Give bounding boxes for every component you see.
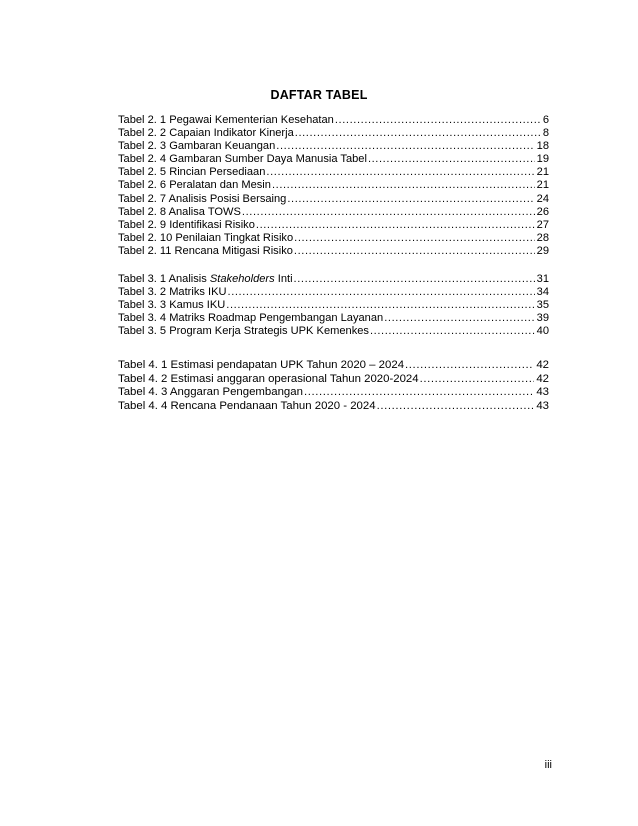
dot-leader — [287, 193, 534, 206]
toc-entry-label: Tabel 3. 2 Matriks IKU — [118, 286, 227, 299]
toc-entry[interactable] — [118, 114, 549, 127]
toc-group-chapter-3 — [118, 273, 549, 338]
dot-leader — [384, 312, 534, 325]
toc-entry-page: 21 — [536, 179, 549, 192]
dot-leader — [368, 153, 535, 166]
toc-entry-page: 24 — [536, 192, 549, 205]
toc-entry[interactable] — [118, 299, 549, 312]
toc-entry-page: 19 — [536, 153, 549, 166]
dot-leader — [304, 386, 534, 400]
toc-entry-label: Tabel 2. 9 Identifikasi Risiko — [118, 218, 255, 231]
toc-entry-label: Tabel 2. 3 Gambaran Keuangan — [118, 140, 276, 153]
dot-leader — [377, 400, 535, 414]
toc-entry-label: Tabel 2. 8 Analisa TOWS — [118, 205, 241, 218]
toc-entry-label-prefix: Tabel 3. 1 Analisis — [118, 273, 210, 285]
toc-entry[interactable] — [118, 140, 549, 153]
toc-entry[interactable] — [118, 153, 549, 166]
toc-entry[interactable] — [118, 386, 549, 400]
toc-entry-label: Tabel 4. 3 Anggaran Pengembangan — [118, 386, 303, 398]
toc-entry-page: 35 — [536, 299, 549, 312]
toc-entry[interactable] — [118, 127, 549, 140]
dot-leader — [405, 359, 534, 373]
dot-leader — [226, 299, 534, 312]
page-title: DAFTAR TABEL — [270, 88, 368, 102]
toc-entry-label: Tabel 4. 2 Estimasi anggaran operasional Tahun 2020-2024 — [118, 372, 419, 385]
toc-entry[interactable] — [118, 400, 549, 414]
toc-entry[interactable] — [118, 312, 549, 325]
dot-leader — [242, 206, 535, 219]
toc-entry[interactable] — [118, 245, 549, 258]
dot-leader — [276, 140, 534, 153]
toc-entry-page: 39 — [536, 312, 549, 325]
toc-entry-page: 21 — [536, 166, 549, 179]
toc-entry-label: Tabel 2. 10 Penilaian Tingkat Risiko — [118, 231, 294, 244]
toc-entry-page: 8 — [542, 127, 549, 140]
toc-entry-label: Tabel 2. 7 Analisis Posisi Bersaing — [118, 192, 287, 205]
toc-group-chapter-2 — [118, 114, 549, 258]
dot-leader — [370, 325, 535, 338]
page-number: iii — [544, 759, 552, 771]
toc-entry-label: Tabel 3. 4 Matriks Roadmap Pengembangan Layanan — [118, 312, 384, 325]
dot-leader — [256, 219, 535, 232]
toc-entry-label: Tabel 2. 6 Peralatan dan Mesin — [118, 179, 271, 192]
toc-entry-label: Tabel 2. 4 Gambaran Sumber Daya Manusia Tabel — [118, 153, 367, 166]
toc-entry-page: 29 — [536, 244, 549, 257]
toc-entry[interactable] — [118, 166, 549, 179]
toc-entry-page: 26 — [536, 205, 549, 218]
dot-leader — [228, 286, 535, 299]
toc-entry-label: Tabel 2. 1 Pegawai Kementerian Kesehatan — [118, 114, 334, 126]
toc-group-chapter-4 — [118, 359, 549, 413]
toc-entry-label: Tabel 2. 5 Rincian Persediaan — [118, 166, 266, 179]
toc-entry-label-suffix: Inti — [274, 273, 293, 285]
toc-entry[interactable] — [118, 179, 549, 192]
toc-entry-label: Tabel 4. 1 Estimasi pendapatan UPK Tahun 2020 – 2024 — [118, 359, 405, 371]
toc-entry-page: 28 — [536, 231, 549, 244]
toc-entry-page: 34 — [536, 286, 549, 299]
dot-leader — [266, 166, 534, 179]
toc-entry[interactable] — [118, 206, 549, 219]
toc-entry-label: Tabel 4. 4 Rencana Pendanaan Tahun 2020 - 2024 — [118, 399, 376, 412]
dot-leader — [335, 114, 541, 127]
dot-leader — [294, 273, 535, 286]
toc-entry-label: Tabel 2. 11 Rencana Mitigasi Risiko — [118, 244, 293, 257]
toc-entry-page: 43 — [536, 399, 549, 412]
toc-entry[interactable] — [118, 325, 549, 338]
toc-entry[interactable] — [118, 273, 549, 286]
toc-entry[interactable] — [118, 219, 549, 232]
dot-leader — [294, 232, 535, 245]
dot-leader — [272, 179, 535, 192]
dot-leader — [420, 373, 535, 387]
toc-entry[interactable] — [118, 286, 549, 299]
toc-entry[interactable] — [118, 232, 549, 245]
toc-entry[interactable] — [118, 193, 549, 206]
toc-entry-label: Tabel 2. 2 Capaian Indikator Kinerja — [118, 127, 294, 140]
toc-entry-page: 42 — [536, 359, 549, 371]
toc-entry-label-italic: Stakeholders — [209, 273, 275, 285]
toc-entry-label — [118, 273, 294, 286]
toc-entry[interactable] — [118, 359, 549, 373]
toc-entry[interactable] — [118, 373, 549, 387]
toc-entry-page: 27 — [536, 218, 549, 231]
toc-entry-page: 6 — [542, 114, 549, 126]
toc-entry-page: 40 — [536, 325, 549, 338]
toc-entry-page: 18 — [536, 140, 549, 153]
dot-leader — [294, 245, 535, 258]
toc-entry-page: 31 — [536, 273, 549, 285]
toc-entry-page: 43 — [536, 386, 549, 398]
toc-entry-label: Tabel 3. 5 Program Kerja Strategis UPK Kemenkes — [118, 325, 369, 338]
toc-entry-page: 42 — [536, 372, 549, 385]
toc-entry-label: Tabel 3. 3 Kamus IKU — [118, 299, 226, 312]
dot-leader — [295, 127, 541, 140]
